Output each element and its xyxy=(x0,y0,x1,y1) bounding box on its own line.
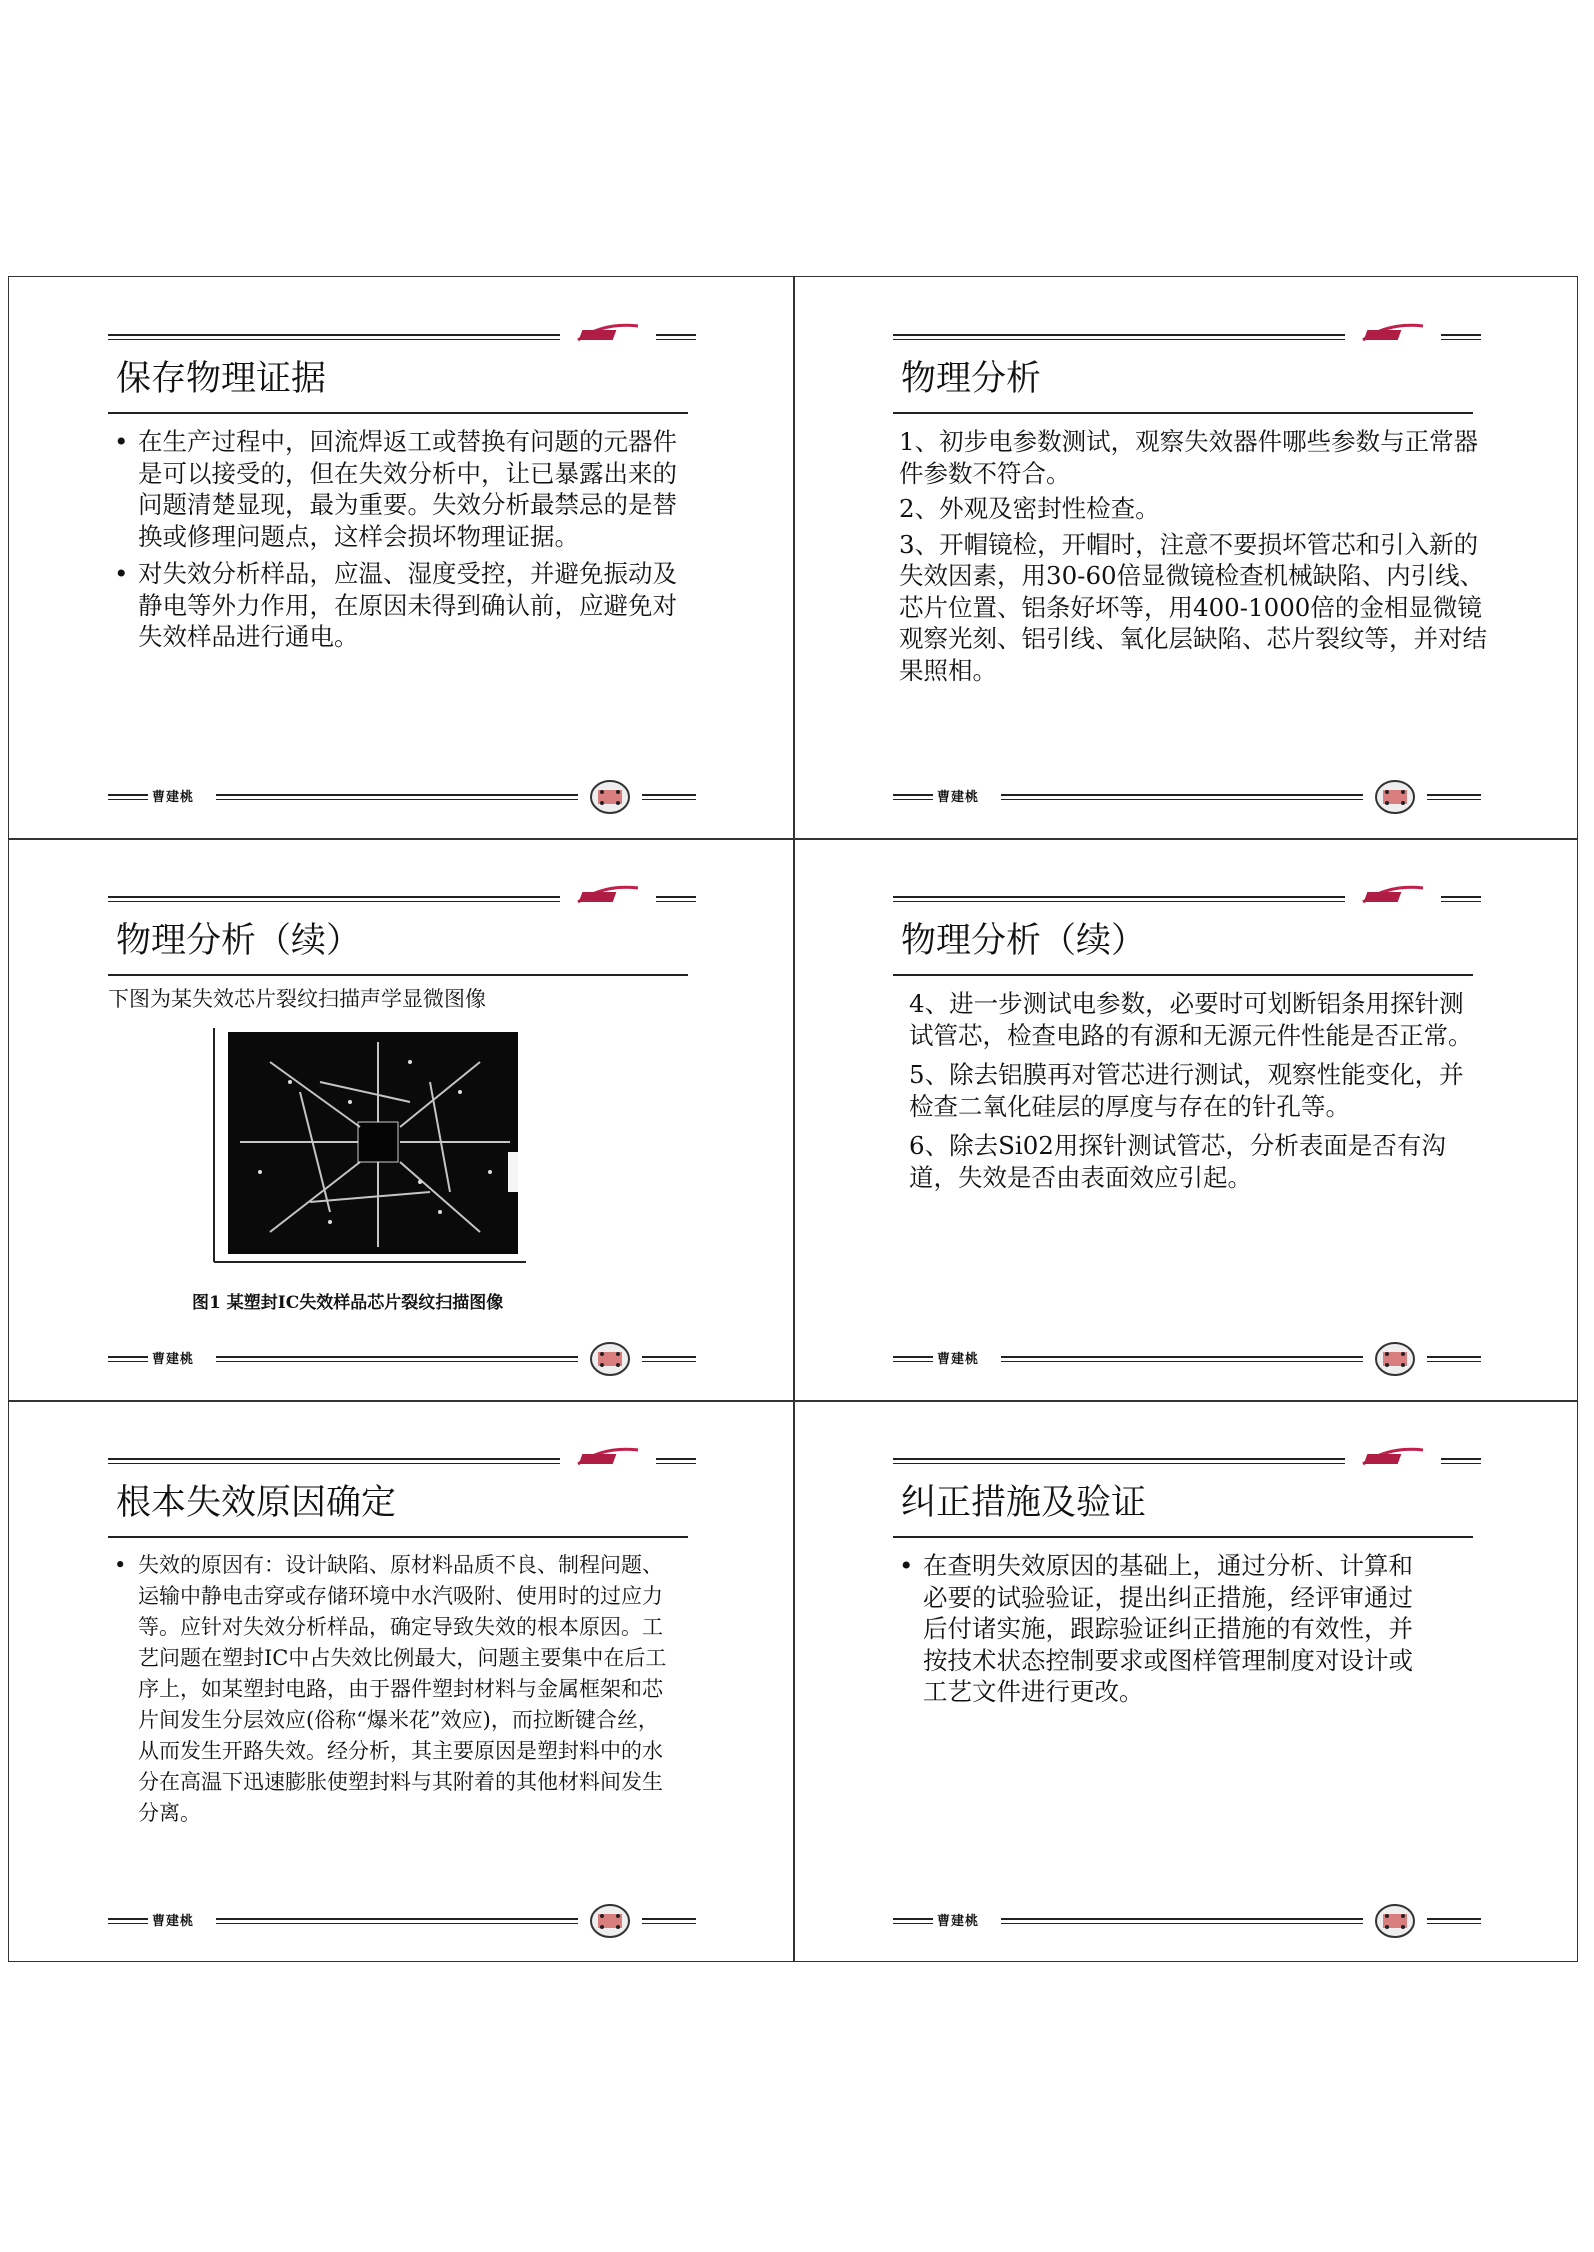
bullet-item: • 在查明失效原因的基础上，通过分析、计算和必要的试验验证，提出纠正措施，经评审通过后付诸实施，跟踪验证纠正措施的有效性，并按技术状态控制要求或图样管理制度对设计或工艺文件进行更改。 xyxy=(899,1551,1413,1706)
slide-1 xyxy=(108,276,748,816)
slide-3 xyxy=(108,838,748,1378)
title-rule xyxy=(108,412,688,414)
numbered-item: 1、初步电参数测试，观察失效器件哪些参数与正常器件参数不符合。 xyxy=(899,427,1479,488)
acoustic-micrograph-image xyxy=(210,1022,532,1270)
slide-title: 物理分析（续） xyxy=(116,921,362,961)
footer-label: 曹建桃 xyxy=(937,1352,980,1367)
emblem-icon xyxy=(588,1902,632,1940)
slide-5 xyxy=(108,1400,748,1940)
slide-footer-bar xyxy=(893,776,1533,816)
slide-header-bar xyxy=(108,1456,748,1474)
numbered-item: 6、除去Si02用探针测试管芯，分析表面是否有沟道，失效是否由表面效应引起。 xyxy=(909,1131,1446,1192)
slide-4 xyxy=(893,838,1533,1378)
slide-header-bar xyxy=(893,332,1533,350)
slide-title: 根本失效原因确定 xyxy=(116,1483,397,1523)
emblem-icon xyxy=(1373,1340,1417,1378)
numbered-item: 4、进一步测试电参数，必要时可划断铝条用探针测试管芯，检查电路的有源和无源元件性能是否正常。 xyxy=(909,989,1473,1050)
slide-2 xyxy=(893,276,1533,816)
slide-footer-bar xyxy=(108,776,748,816)
footer-label: 曹建桃 xyxy=(152,790,195,805)
image-intro-text: 下图为某失效芯片裂纹扫描声学显微图像 xyxy=(108,987,486,1011)
slide-title: 物理分析（续） xyxy=(901,921,1147,961)
bullet-item: • 失效的原因有：设计缺陷、原材料品质不良、制程问题、运输中静电击穿或存储环境中水汽吸附、使用时的过应力等。应针对失效分析样品，确定导致失效的根本原因。工艺问题在塑封IC中占失效比例最大，问题主要集中在后工序上，如某塑封电路，由于器件塑封材料与金属框架和芯片间发生分层效应(俗称“爆米花”效应)，而拉断键合丝，从而发生开路失效。经分析，其主要原因是塑封料中的水分在高温下迅速膨胀使塑封料与其附着的其他材料间发生分离。 xyxy=(114,1553,667,1825)
company-logo xyxy=(1359,882,1427,906)
figure-caption: 图1 某塑封IC失效样品芯片裂纹扫描图像 xyxy=(192,1293,504,1313)
bullet-item: • 对失效分析样品，应温、湿度受控，并避免振动及静电等外力作用，在原因未得到确认前，应避免对失效样品进行通电。 xyxy=(114,559,677,651)
slide-body xyxy=(893,426,1493,690)
slide-footer-bar xyxy=(893,1900,1533,1940)
numbered-item: 2、外观及密封性检查。 xyxy=(899,494,1160,523)
emblem-icon xyxy=(1373,1902,1417,1940)
title-rule xyxy=(893,1536,1473,1538)
numbered-item: 5、除去铝膜再对管芯进行测试，观察性能变化，并检查二氧化硅层的厚度与存在的针孔等。 xyxy=(909,1060,1464,1121)
slide-title: 物理分析 xyxy=(901,359,1042,399)
footer-label: 曹建桃 xyxy=(152,1914,195,1929)
slide-body xyxy=(893,1550,1453,1714)
slide-title: 纠正措施及验证 xyxy=(901,1483,1147,1523)
emblem-icon xyxy=(1373,778,1417,816)
slide-title: 保存物理证据 xyxy=(116,359,327,399)
company-logo xyxy=(574,320,642,344)
slide-footer-bar xyxy=(108,1900,748,1940)
slide-header-bar xyxy=(108,894,748,912)
footer-label: 曹建桃 xyxy=(937,790,980,805)
slide-body xyxy=(903,988,1473,1197)
title-rule xyxy=(108,1536,688,1538)
emblem-icon xyxy=(588,778,632,816)
title-rule xyxy=(108,974,688,976)
slide-body xyxy=(108,1550,688,1835)
footer-label: 曹建桃 xyxy=(937,1914,980,1929)
emblem-icon xyxy=(588,1340,632,1378)
title-rule xyxy=(893,974,1473,976)
column-divider xyxy=(793,276,795,1962)
slide-6 xyxy=(893,1400,1533,1940)
slide-header-bar xyxy=(893,1456,1533,1474)
numbered-item: 3、开帽镜检，开帽时，注意不要损坏管芯和引入新的失效因素，用30-60倍显微镜检查机械缺陷、内引线、芯片位置、铝条好坏等，用400-1000倍的金相显微镜观察光刻、铝引线、氧化层缺陷、芯片裂纹等，并对结果照相。 xyxy=(899,529,1487,685)
bullet-item: • 在生产过程中，回流焊返工或替换有问题的元器件是可以接受的，但在失效分析中，让已暴露出来的问题清楚显现，最为重要。失效分析最禁忌的是替换或修理问题点，这样会损坏物理证据。 xyxy=(114,427,677,551)
slide-footer-bar xyxy=(893,1338,1533,1378)
slide-footer-bar xyxy=(108,1338,748,1378)
footer-label: 曹建桃 xyxy=(152,1352,195,1367)
title-rule xyxy=(893,412,1473,414)
company-logo xyxy=(574,882,642,906)
company-logo xyxy=(1359,320,1427,344)
company-logo xyxy=(1359,1444,1427,1468)
slide-body xyxy=(108,426,708,659)
slide-header-bar xyxy=(108,332,748,350)
slide-header-bar xyxy=(893,894,1533,912)
company-logo xyxy=(574,1444,642,1468)
